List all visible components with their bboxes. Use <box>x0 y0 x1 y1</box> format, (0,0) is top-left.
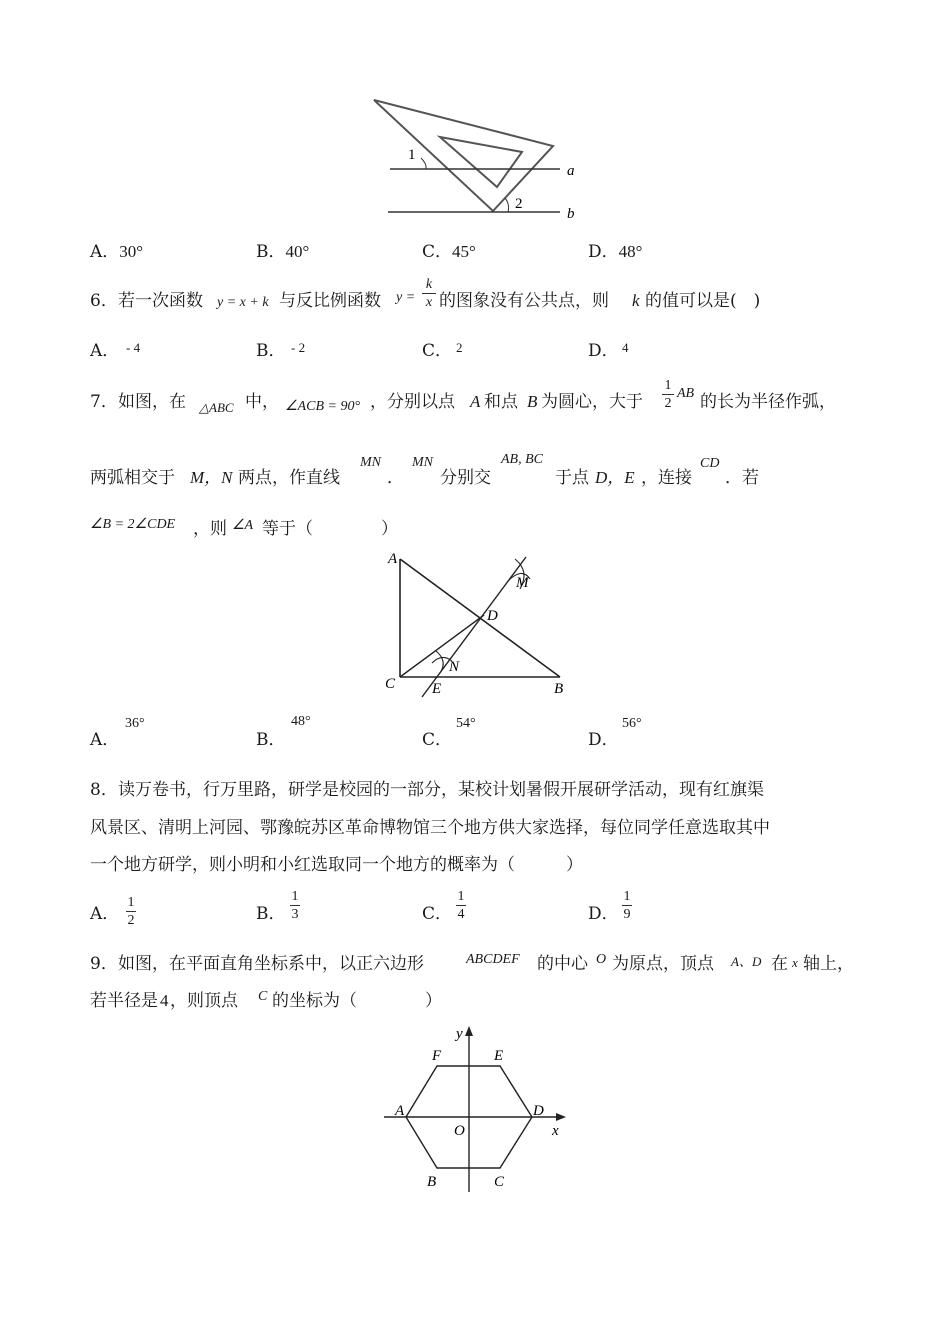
q6-option-c-value: 2 <box>456 340 463 355</box>
option-letter: C． <box>422 730 453 750</box>
angle-a: ∠A <box>232 518 254 533</box>
segment-cd: CD <box>700 456 720 471</box>
label-b: B <box>427 1174 437 1190</box>
stem-text: 的图象没有公共点，则 <box>439 291 609 311</box>
q8-option-c[interactable] <box>422 904 452 924</box>
label-x: x <box>552 1123 559 1139</box>
points-d-e: D，E <box>595 468 635 487</box>
line-a-label: a <box>567 163 575 179</box>
q8-option-d-fraction <box>622 889 632 922</box>
q7-figure <box>380 545 580 700</box>
option-letter: C． <box>422 341 453 361</box>
stem-text: 等于（ ） <box>262 519 398 539</box>
q5-option-c[interactable] <box>422 242 476 262</box>
stem-text: 与反比例函数 <box>279 291 381 311</box>
option-value: 40° <box>285 242 310 261</box>
option-letter: C． <box>422 242 453 262</box>
fraction-numerator: k <box>425 277 433 292</box>
one-half-fraction <box>662 378 674 411</box>
q5-option-d[interactable] <box>588 242 642 262</box>
q8-option-a[interactable] <box>90 904 119 924</box>
linear-function-formula: y = x + k <box>217 295 269 310</box>
hexagon-abcdef: ABCDEF <box>466 952 520 967</box>
stem-text: 的坐标为（ ） <box>272 991 442 1011</box>
q5-option-a[interactable] <box>90 242 143 262</box>
label-e: E <box>432 681 442 697</box>
question-number: 6． <box>90 291 118 311</box>
label-n: N <box>449 659 460 675</box>
option-letter: D． <box>588 242 619 262</box>
fraction-bar <box>622 905 632 906</box>
q7-option-d[interactable] <box>588 730 619 750</box>
stem-text: ，分别以点 <box>370 392 455 412</box>
line-mn: MN <box>360 455 381 470</box>
label-f: F <box>432 1048 442 1064</box>
fraction-numerator: 1 <box>623 889 631 904</box>
q7-option-c-value: 54° <box>456 716 476 731</box>
option-value: 45° <box>452 242 476 261</box>
outer-set-square <box>374 100 553 211</box>
angle-1-arc <box>421 158 426 169</box>
inner-set-square <box>440 137 522 187</box>
variable-k: k <box>632 291 640 310</box>
q8-option-b-fraction <box>290 889 300 922</box>
stem-text: 若一次函数 <box>118 291 203 311</box>
label-e: E <box>494 1048 504 1064</box>
stem-text: 和点 <box>484 392 518 412</box>
fraction-denominator: 9 <box>623 907 631 922</box>
stem-text: 若半径是 <box>90 991 158 1011</box>
option-letter: A． <box>90 341 120 361</box>
label-a: A <box>395 1103 405 1119</box>
option-value: 48° <box>618 242 643 261</box>
option-letter: D． <box>588 341 619 361</box>
point-c: C <box>258 989 268 1004</box>
q6-option-b-value: - 2 <box>291 340 306 355</box>
line-mn <box>422 557 526 697</box>
stem-text: 风景区、清明上河园、鄂豫皖苏区革命博物馆三个地方供大家选择，每位同学任意选取其中 <box>90 818 770 838</box>
stem-text: 轴上， <box>803 954 854 974</box>
stem-text: 一个地方研学，则小明和小红选取同一个地方的概率为（ ） <box>90 855 583 875</box>
question-number: 7． <box>90 392 118 412</box>
option-letter: B． <box>256 730 286 750</box>
stem-text: 在 <box>771 954 788 974</box>
question-number: 8． <box>90 780 118 800</box>
stem-text: 两点，作直线 <box>238 468 340 488</box>
option-letter: C． <box>422 904 453 924</box>
fraction-numerator: 1 <box>457 889 465 904</box>
option-letter: A． <box>90 904 120 924</box>
angle-1-label: 1 <box>408 147 416 163</box>
q6-option-c[interactable] <box>422 341 452 361</box>
stem-text: 为圆心，大于 <box>541 392 643 412</box>
inverse-function-lhs: y = <box>396 290 416 305</box>
fraction-denominator: 2 <box>664 396 672 411</box>
option-letter: A． <box>90 730 120 750</box>
label-y: y <box>456 1026 463 1042</box>
fraction-bar <box>456 905 466 906</box>
point-b: B <box>527 392 538 411</box>
option-letter: B． <box>256 904 286 924</box>
fraction-denominator: 3 <box>291 907 299 922</box>
q7-option-b[interactable] <box>256 730 286 750</box>
stem-text: 分别交 <box>440 468 491 488</box>
segments-ab-bc: AB, BC <box>501 452 543 467</box>
line-mn: MN <box>412 455 433 470</box>
q8-option-a-fraction <box>126 895 136 928</box>
radius-value: 4 <box>160 991 169 1010</box>
stem-text: ． <box>387 468 404 488</box>
label-o: O <box>454 1123 465 1139</box>
label-b: B <box>554 681 564 697</box>
q7-option-b-value: 48° <box>291 714 311 729</box>
q8-option-c-fraction <box>456 889 466 922</box>
fraction-denominator: 2 <box>127 913 135 928</box>
option-letter: A． <box>90 242 120 262</box>
fraction-numerator: 1 <box>664 378 672 393</box>
stem-text: ．若 <box>725 468 759 488</box>
point-a: A <box>470 392 481 411</box>
stem-text: ，则顶点 <box>170 991 238 1011</box>
stem-text: 如图，在 <box>118 392 186 412</box>
stem-text: ，连接 <box>641 468 692 488</box>
stem-text: ，则 <box>193 519 227 539</box>
line-b-label: b <box>567 206 575 222</box>
fraction-denominator: 4 <box>457 907 465 922</box>
angle-acb-formula: ∠ACB = 90° <box>285 399 361 414</box>
angle-condition-formula: ∠B = 2∠CDE <box>90 517 176 532</box>
fraction-denominator: x <box>425 295 433 310</box>
q7-option-a-value: 36° <box>125 716 145 731</box>
label-c: C <box>385 676 396 692</box>
stem-text: 两弧相交于 <box>90 468 175 488</box>
x-axis-symbol: x <box>792 955 798 970</box>
question-number: 9． <box>90 954 118 974</box>
option-letter: B． <box>256 242 286 262</box>
points-m-n: M，N <box>190 468 233 487</box>
angle-2-label: 2 <box>515 196 523 212</box>
fraction-numerator: 1 <box>291 889 299 904</box>
option-letter: B． <box>256 341 286 361</box>
fraction-bar <box>422 293 436 294</box>
fraction-bar <box>662 394 674 395</box>
point-o: O <box>596 952 607 967</box>
angle-2-arc <box>505 198 509 212</box>
label-d: D <box>533 1103 544 1119</box>
arc-at-n-2 <box>436 651 443 673</box>
stem-text: 的中心 <box>537 954 588 974</box>
q7-option-c[interactable] <box>422 730 452 750</box>
triangle-abc: △ABC <box>199 400 234 415</box>
stem-text: 的长为半径作弧， <box>700 392 836 412</box>
label-c: C <box>494 1174 505 1190</box>
y-axis-arrow <box>465 1026 473 1036</box>
label-m: M <box>516 575 529 591</box>
option-letter: D． <box>588 904 619 924</box>
q8-option-d[interactable] <box>588 904 619 924</box>
fraction-bar <box>126 911 136 912</box>
label-d: D <box>487 608 498 624</box>
points-a-d: A、D <box>731 954 762 969</box>
q9-figure <box>380 1020 580 1200</box>
stem-text: 中， <box>245 392 279 412</box>
fraction-numerator: 1 <box>127 895 135 910</box>
q6-option-d[interactable] <box>588 341 619 361</box>
inverse-function-fraction <box>422 277 436 310</box>
label-a: A <box>388 551 398 567</box>
q8-option-b[interactable] <box>256 904 286 924</box>
q6-option-a-value: - 4 <box>126 340 141 355</box>
stem-text: 于点 <box>555 468 589 488</box>
q6-option-b[interactable] <box>256 341 286 361</box>
q5-figure <box>360 92 600 227</box>
stem-text: 的值可以是( ) <box>645 291 761 311</box>
option-letter: D． <box>588 730 619 750</box>
q7-option-a[interactable] <box>90 730 119 750</box>
stem-text: 读万卷书，行万里路，研学是校园的一部分，某校计划暑假开展研学活动，现有红旗渠 <box>118 780 764 800</box>
q5-option-b[interactable] <box>256 242 309 262</box>
option-value: 30° <box>119 242 144 261</box>
stem-text: 如图，在平面直角坐标系中，以正六边形 <box>118 954 424 974</box>
segment-ab: AB <box>677 386 695 401</box>
x-axis-arrow <box>556 1113 566 1121</box>
fraction-bar <box>290 905 300 906</box>
segment-cd <box>400 615 484 677</box>
stem-text: 为原点，顶点 <box>612 954 714 974</box>
q6-option-d-value: 4 <box>622 340 629 355</box>
q6-option-a[interactable] <box>90 341 119 361</box>
q7-option-d-value: 56° <box>622 716 642 731</box>
